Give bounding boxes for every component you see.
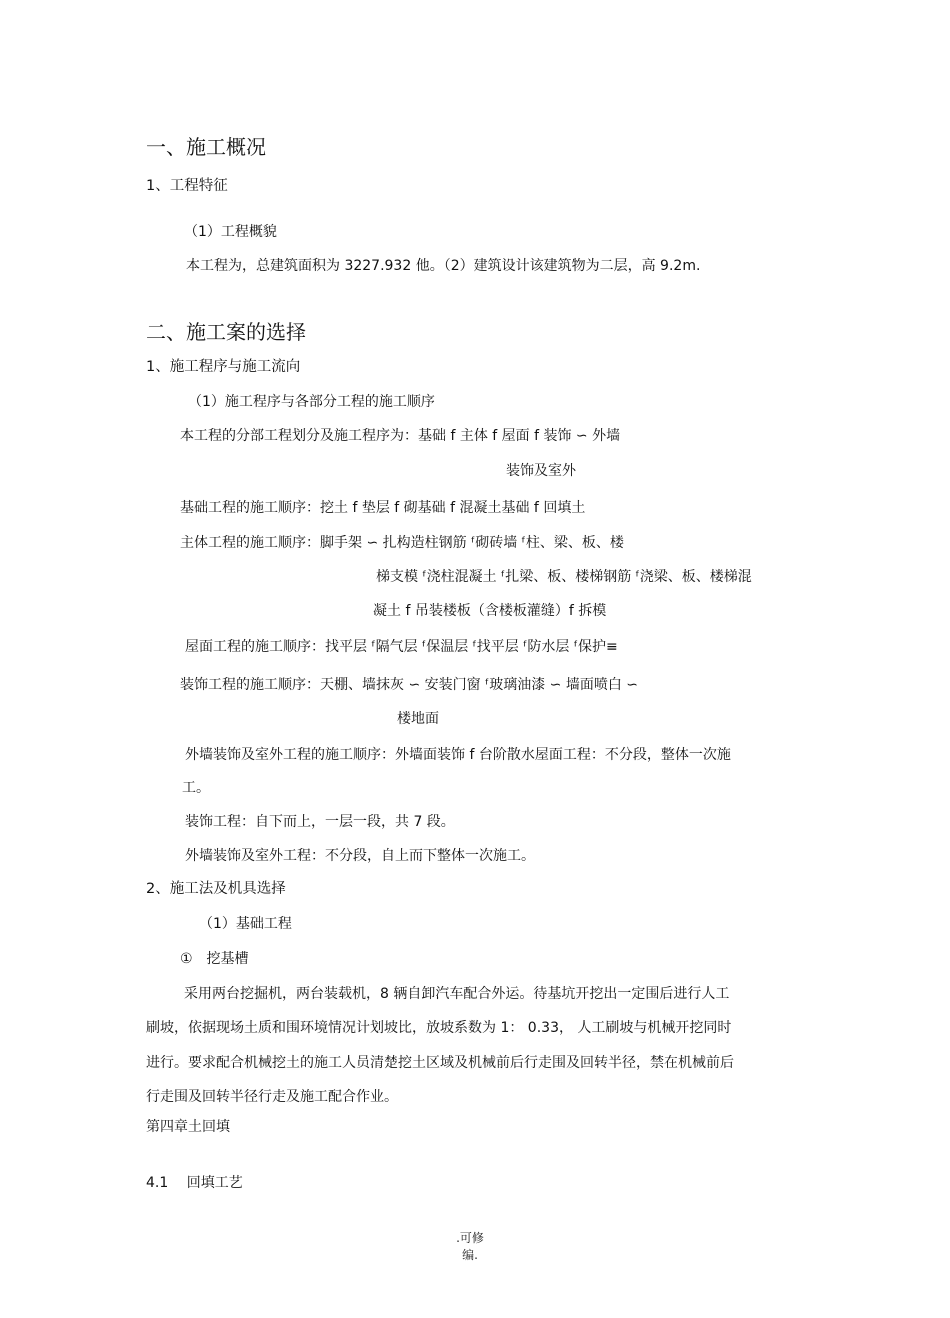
section-2-item: （1）施工程序与各部分工程的施工顺序: [188, 394, 435, 410]
section-1-subheading: 1、工程特征: [146, 178, 228, 194]
sequence-line: 屋面工程的施工顺序：找平层 ᶠ隔气层 ᶠ保温层 ᶠ找平层 ᶠ防水层 ᶠ保护≡: [185, 639, 618, 655]
body-paragraph-line: 采用两台挖掘机，两台装载机，8 辆自卸汽车配合外运。待基坑开挖出一定围后进行人工: [184, 986, 730, 1002]
page-footer-line: 编.: [462, 1248, 478, 1262]
body-paragraph-line: 进行。要求配合机械挖土的施工人员清楚挖土区域及机械前后行走围及回转半径，禁在机械前后: [146, 1055, 734, 1071]
sequence-line: 装饰及室外: [506, 463, 576, 479]
sequence-line: 凝土 f 吊装楼板（含楼板灌缝）f 拆模: [373, 603, 607, 619]
section-2-subheading: 1、施工程序与施工流向: [146, 359, 301, 375]
sequence-line: 装饰工程的施工顺序：天棚、墙抹灰 ∽ 安装门窗 ᶠ玻璃油漆 ∽ 墙面喷白 ∽: [180, 677, 639, 693]
sequence-line: 外墙装饰及室外工程：不分段，自上而下整体一次施工。: [185, 848, 535, 864]
body-paragraph-line: 行走围及回转半径行走及施工配合作业。: [146, 1089, 398, 1105]
sequence-line: 工。: [182, 780, 210, 796]
sequence-line: 外墙装饰及室外工程的施工顺序：外墙面装饰 f 台阶散水屋面工程：不分段，整体一次施: [185, 747, 731, 763]
section-1-heading: 一、施工概况: [146, 135, 266, 159]
body-paragraph-line: 刷坡，依据现场土质和围环境情况计划坡比，放坡系数为 1： 0.33， 人工刷坡与机械开挖同时: [146, 1020, 732, 1036]
sequence-line: 主体工程的施工顺序：脚手架 ∽ 扎构造柱钢筋 ᶠ砌砖墙 ᶠ柱、梁、板、楼: [180, 535, 624, 551]
sequence-line: 基础工程的施工顺序：挖土 f 垫层 f 砌基础 f 混凝土基础 f 回填土: [180, 500, 586, 516]
page-footer-line: .可修: [456, 1231, 484, 1245]
section-2-item-3: ① 挖基槽: [180, 951, 249, 967]
section-2-subheading-2: 2、施工法及机具选择: [146, 881, 286, 897]
sequence-line: 梯支模 ᶠ浇柱混凝土 ᶠ扎梁、板、楼梯钢筋 ᶠ浇梁、板、楼梯混: [376, 569, 752, 585]
section-1-paragraph: 本工程为，总建筑面积为 3227.932 他。（2）建筑设计该建筑物为二层，高 9.2m.: [186, 258, 701, 274]
chapter-4-heading: 第四章土回填: [146, 1119, 230, 1135]
section-2-heading: 二、施工案的选择: [146, 320, 306, 344]
sequence-line: 楼地面: [397, 711, 439, 727]
section-2-item-2: （1）基础工程: [199, 916, 292, 932]
section-1-item: （1）工程概貌: [184, 224, 277, 240]
chapter-4-subheading: 4.1 回填工艺: [146, 1175, 243, 1191]
sequence-line: 本工程的分部工程划分及施工程序为：基础 f 主体 f 屋面 f 装饰 ∽ 外墙: [180, 428, 621, 444]
sequence-line: 装饰工程：自下而上，一层一段，共 7 段。: [185, 814, 455, 830]
